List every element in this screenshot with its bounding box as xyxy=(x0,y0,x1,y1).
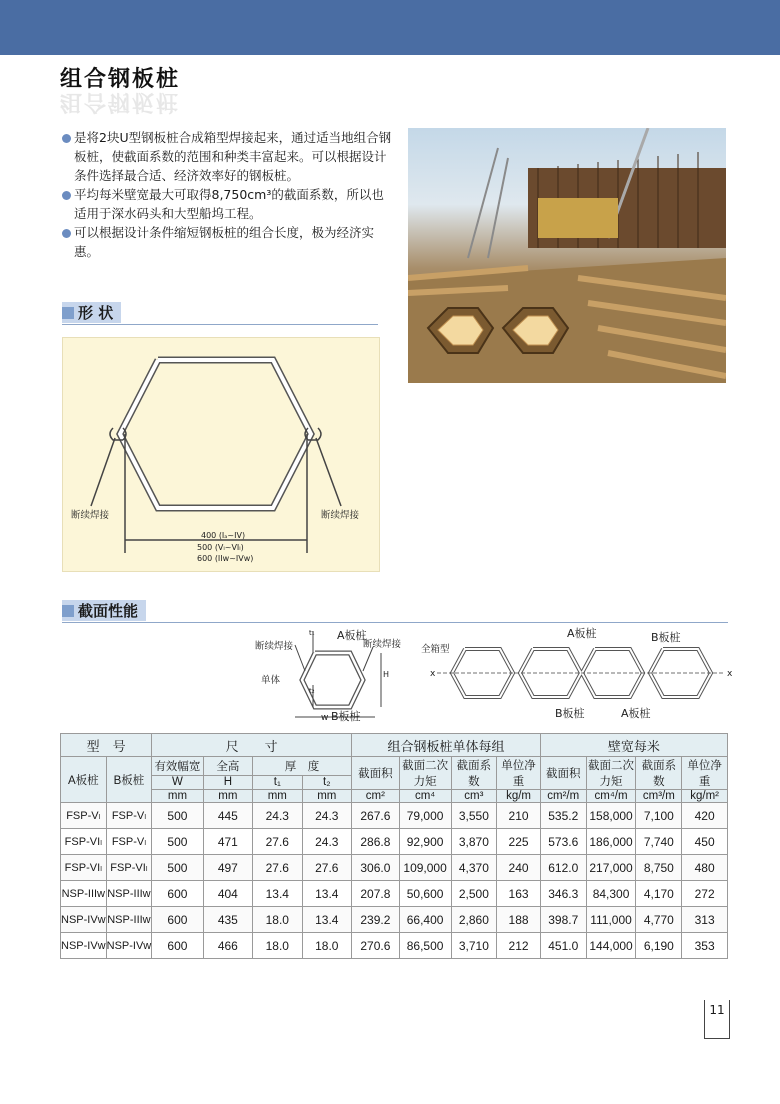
col-wt: 单位净重 xyxy=(497,757,541,790)
unit-mod2: cm³/m xyxy=(636,790,682,803)
table-cell: 188 xyxy=(497,907,541,933)
unit-height: mm xyxy=(203,790,252,803)
col-thickness: 厚 度 xyxy=(253,757,352,776)
intro-bullets xyxy=(62,128,392,261)
table-cell: 24.3 xyxy=(302,803,351,829)
table-cell: 4,770 xyxy=(636,907,682,933)
hex-box-diagram xyxy=(63,338,379,571)
unit-area: cm² xyxy=(352,790,400,803)
table-cell: 353 xyxy=(682,933,728,959)
col-dims: 尺 寸 xyxy=(152,734,352,757)
table-cell: 573.6 xyxy=(540,829,586,855)
table-cell: FSP-VIₗ xyxy=(61,855,107,881)
performance-table-wrap xyxy=(60,733,728,959)
performance-table xyxy=(60,733,728,959)
table-cell: 13.4 xyxy=(302,881,351,907)
section-weld-right: 断续焊接 xyxy=(363,639,402,650)
unit-mod: cm³ xyxy=(451,790,497,803)
table-cell: 92,900 xyxy=(399,829,451,855)
bullet-dot-icon xyxy=(62,134,71,143)
table-row xyxy=(61,881,728,907)
full-a-pile-top: A板桩 xyxy=(567,627,597,640)
table-cell: 18.0 xyxy=(253,907,302,933)
table-cell: 450 xyxy=(682,829,728,855)
col-width: 有效幅宽 xyxy=(152,757,203,776)
table-cell: 270.6 xyxy=(352,933,400,959)
table-cell: 18.0 xyxy=(253,933,302,959)
table-cell: 4,370 xyxy=(451,855,497,881)
x-axis-left-label: x xyxy=(430,669,436,679)
table-cell: 6,190 xyxy=(636,933,682,959)
table-cell: 217,000 xyxy=(586,855,636,881)
col-height: 全高 xyxy=(203,757,252,776)
table-cell: 306.0 xyxy=(352,855,400,881)
table-cell: 451.0 xyxy=(540,933,586,959)
table-cell: 535.2 xyxy=(540,803,586,829)
weld-label-right: 断续焊接 xyxy=(321,510,360,521)
unit-area2: cm²/m xyxy=(540,790,586,803)
table-cell: 27.6 xyxy=(302,855,351,881)
unit-wt2: kg/m² xyxy=(682,790,728,803)
table-cell: 2,860 xyxy=(451,907,497,933)
table-cell: 313 xyxy=(682,907,728,933)
header-row-4 xyxy=(61,790,728,803)
unit-t1: mm xyxy=(253,790,302,803)
table-cell: 4,170 xyxy=(636,881,682,907)
table-cell: 109,000 xyxy=(399,855,451,881)
table-cell: 3,550 xyxy=(451,803,497,829)
table-cell: FSP-Vₗ xyxy=(106,803,152,829)
table-cell: 210 xyxy=(497,803,541,829)
table-cell: 186,000 xyxy=(586,829,636,855)
table-cell: 24.3 xyxy=(253,803,302,829)
dim-label-400: 400 (Iₐ~IV) xyxy=(201,531,246,540)
table-cell: FSP-Vₗ xyxy=(106,829,152,855)
table-cell: 466 xyxy=(203,933,252,959)
h-label: H xyxy=(383,670,390,679)
table-cell: NSP-IIIw xyxy=(106,881,152,907)
w-label: w xyxy=(321,713,329,723)
col-wt2: 单位净重 xyxy=(682,757,728,790)
table-cell: 500 xyxy=(152,803,203,829)
header-row-2 xyxy=(61,757,728,776)
section-square-icon xyxy=(62,605,74,617)
dim-label-500: 500 (Vₗ~VIₗ) xyxy=(197,543,244,552)
col-mod2: 截面系数 xyxy=(636,757,682,790)
col-t1: t₁ xyxy=(253,775,302,789)
single-label: 单体 xyxy=(261,675,281,686)
table-cell: 225 xyxy=(497,829,541,855)
table-cell: 500 xyxy=(152,855,203,881)
page-number: 11 xyxy=(704,1000,730,1039)
col-t2: t₂ xyxy=(302,775,351,789)
table-cell: NSP-IIIw xyxy=(106,907,152,933)
table-cell: 435 xyxy=(203,907,252,933)
table-cell: 84,300 xyxy=(586,881,636,907)
table-cell: NSP-IVw xyxy=(61,933,107,959)
table-cell: 272 xyxy=(682,881,728,907)
x-axis-right-label: x xyxy=(727,669,733,679)
table-cell: 8,750 xyxy=(636,855,682,881)
table-cell: 13.4 xyxy=(253,881,302,907)
table-cell: NSP-IIIw xyxy=(61,881,107,907)
table-cell: 7,740 xyxy=(636,829,682,855)
col-b-pile: B板桩 xyxy=(106,757,152,803)
table-cell: 445 xyxy=(203,803,252,829)
col-model: 型 号 xyxy=(61,734,152,757)
section-weld-left: 断续焊接 xyxy=(255,641,294,652)
unit-moi: cm⁴ xyxy=(399,790,451,803)
table-cell: 111,000 xyxy=(586,907,636,933)
table-cell: 600 xyxy=(152,933,203,959)
table-cell: 18.0 xyxy=(302,933,351,959)
bullet-item: 是将2块U型钢板桩合成箱型焊接起来，通过适当地组合钢板桩，使截面系数的范围和种类丰富起来。可以根据设计条件选择最合适、经济效率好的钢板桩。 xyxy=(62,128,392,185)
bullet-item: 可以根据设计条件缩短钢板桩的组合长度，极为经济实惠。 xyxy=(62,223,392,261)
section-b-pile-label: B板桩 xyxy=(331,710,361,723)
col-area2: 截面积 xyxy=(540,757,586,790)
full-a-pile-bottom: A板桩 xyxy=(621,707,651,720)
title-reflection: 组合钢板桩 xyxy=(60,89,181,114)
table-cell: 497 xyxy=(203,855,252,881)
bullet-item: 平均每米壁宽最大可取得8,750cm³的截面系数，所以也适用于深水码头和大型船坞工程。 xyxy=(62,185,392,223)
unit-wt: kg/m xyxy=(497,790,541,803)
table-cell: NSP-IVw xyxy=(106,933,152,959)
table-cell: FSP-VIₗ xyxy=(61,829,107,855)
table-cell: 240 xyxy=(497,855,541,881)
table-cell: 471 xyxy=(203,829,252,855)
table-cell: 3,870 xyxy=(451,829,497,855)
table-cell: 398.7 xyxy=(540,907,586,933)
table-cell: 144,000 xyxy=(586,933,636,959)
col-area: 截面积 xyxy=(352,757,400,790)
table-cell: 50,600 xyxy=(399,881,451,907)
t1-label: t₁ xyxy=(309,629,315,637)
unit-t2: mm xyxy=(302,790,351,803)
table-row xyxy=(61,933,728,959)
bullet-dot-icon xyxy=(62,191,71,200)
table-cell: 2,500 xyxy=(451,881,497,907)
table-cell: FSP-Vₗ xyxy=(61,803,107,829)
table-row xyxy=(61,855,728,881)
table-cell: 27.6 xyxy=(253,855,302,881)
col-height-sym: H xyxy=(203,775,252,789)
table-cell: 480 xyxy=(682,855,728,881)
table-cell: 212 xyxy=(497,933,541,959)
full-b-pile-top: B板桩 xyxy=(651,631,681,644)
table-cell: 346.3 xyxy=(540,881,586,907)
full-box-label: 全箱型 xyxy=(421,644,450,655)
table-body xyxy=(61,803,728,959)
table-cell: 600 xyxy=(152,881,203,907)
section-diagrams xyxy=(255,625,735,730)
table-cell: 86,500 xyxy=(399,933,451,959)
section-performance-header: 截面性能 xyxy=(62,600,728,623)
unit-width: mm xyxy=(152,790,203,803)
table-cell: 207.8 xyxy=(352,881,400,907)
table-row xyxy=(61,907,728,933)
table-cell: 404 xyxy=(203,881,252,907)
table-cell: 24.3 xyxy=(302,829,351,855)
page-title: 组合钢板桩 xyxy=(60,67,181,92)
col-wall: 壁宽每米 xyxy=(540,734,727,757)
table-cell: NSP-IVw xyxy=(61,907,107,933)
col-group: 组合钢板桩单体每组 xyxy=(352,734,541,757)
bullet-dot-icon xyxy=(62,229,71,238)
table-cell: 267.6 xyxy=(352,803,400,829)
table-cell: 163 xyxy=(497,881,541,907)
section-a-pile-label: A板桩 xyxy=(337,629,367,642)
full-b-pile-bottom: B板桩 xyxy=(555,707,585,720)
table-cell: 158,000 xyxy=(586,803,636,829)
table-cell: 3,710 xyxy=(451,933,497,959)
unit-moi2: cm⁴/m xyxy=(586,790,636,803)
col-width-sym: W xyxy=(152,775,203,789)
col-moi: 截面二次力矩 xyxy=(399,757,451,790)
table-row xyxy=(61,803,728,829)
dim-label-600: 600 (IIw~IVw) xyxy=(197,554,254,563)
col-moi2: 截面二次力矩 xyxy=(586,757,636,790)
photo-illustration xyxy=(408,128,726,383)
table-row xyxy=(61,829,728,855)
table-cell: 286.8 xyxy=(352,829,400,855)
header-band xyxy=(0,0,780,55)
t2-label: t₂ xyxy=(309,687,315,695)
section-shape-header: 形 状 xyxy=(62,302,378,325)
col-mod: 截面系数 xyxy=(451,757,497,790)
table-cell: 239.2 xyxy=(352,907,400,933)
table-cell: 612.0 xyxy=(540,855,586,881)
table-cell: 500 xyxy=(152,829,203,855)
table-cell: 27.6 xyxy=(253,829,302,855)
construction-photo xyxy=(408,128,726,383)
table-cell: 79,000 xyxy=(399,803,451,829)
table-cell: 66,400 xyxy=(399,907,451,933)
col-a-pile: A板桩 xyxy=(61,757,107,803)
table-cell: FSP-VIₗ xyxy=(106,855,152,881)
section-square-icon xyxy=(62,307,74,319)
table-cell: 7,100 xyxy=(636,803,682,829)
table-cell: 420 xyxy=(682,803,728,829)
shape-diagram xyxy=(62,337,380,572)
table-cell: 600 xyxy=(152,907,203,933)
weld-label-left: 断续焊接 xyxy=(71,510,110,521)
table-cell: 13.4 xyxy=(302,907,351,933)
header-row-1 xyxy=(61,734,728,757)
